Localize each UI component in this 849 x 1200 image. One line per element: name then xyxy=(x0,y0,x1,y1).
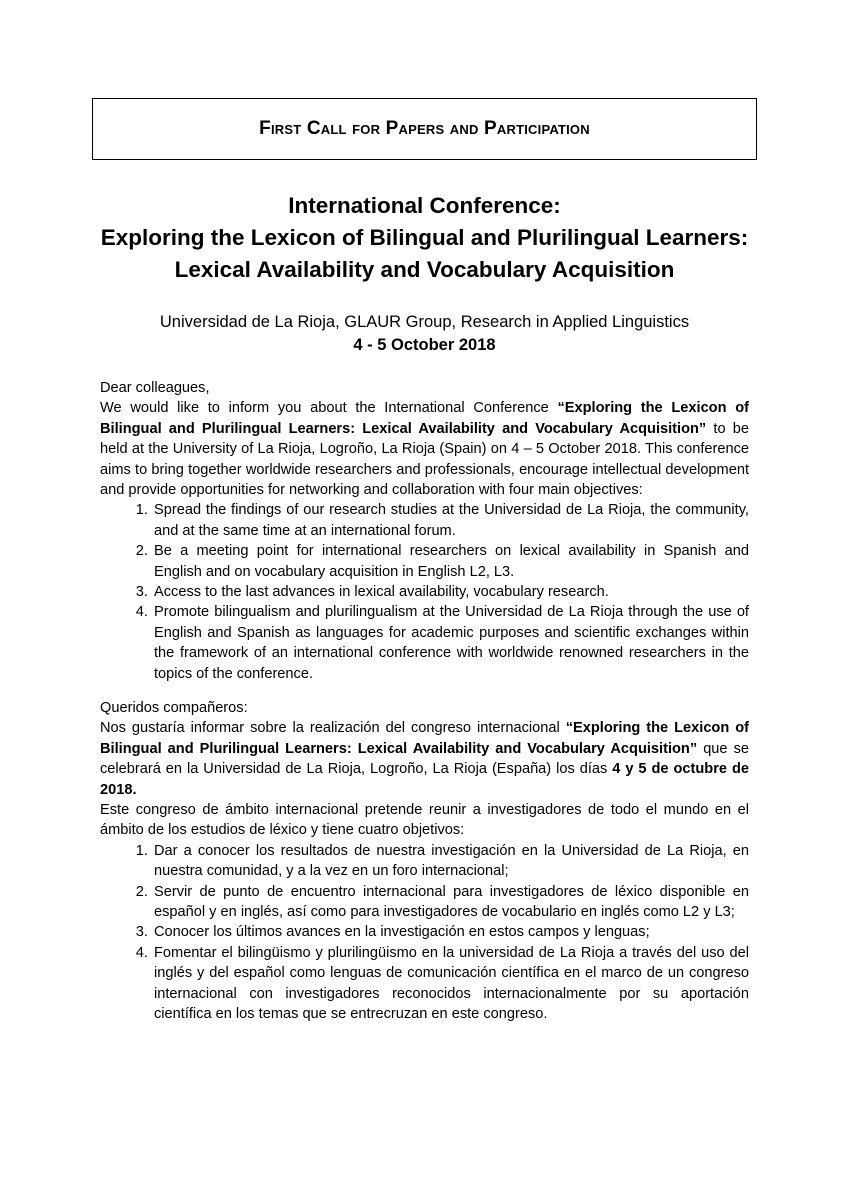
spanish-intro xyxy=(100,718,749,800)
spanish-intro-2: Este congreso de ámbito internacional pretende reunir a investigadores de todo el mundo en el ámbito de los estudios de léxico y tiene cuatro objetivos: xyxy=(100,802,749,839)
conference-dates: 4 - 5 October 2018 xyxy=(353,336,496,354)
english-objectives-list xyxy=(100,500,749,684)
conference-title-line-3: Lexical Availability and Vocabulary Acquisition xyxy=(174,257,675,282)
english-intro xyxy=(100,398,749,500)
list-item: 4. Fomentar el bilingüismo y plurilingüismo en la universidad de La Rioja a través del uso del inglés y del español como lenguas de comunicación científica en el marco de un congreso internacional con investigadores reconocidos internacionalmente por su aportación científica en los temas que se entrecruzan en este congreso. xyxy=(152,943,749,1025)
spanish-greeting: Queridos compañeros: xyxy=(100,700,248,716)
english-intro-pre: We would like to inform you about the International Conference xyxy=(100,400,558,417)
call-banner xyxy=(92,98,757,160)
english-intro-title: “Exploring the Lexicon of Bilingual and Plurilingual Learners: Lexical Availability and Vocabulary Acquisition” xyxy=(100,400,749,437)
list-item: 4. Promote bilingualism and plurilingualism at the Universidad de La Rioja through the use of English and Spanish as languages for academic purposes and scientific exchanges within the framework of an international conference with worldwide renowned researchers in the topics of the conference. xyxy=(152,602,749,684)
spanish-objectives-list xyxy=(100,841,749,1025)
english-section xyxy=(100,378,749,684)
spanish-section xyxy=(100,698,749,1025)
spanish-intro-title: “Exploring the Lexicon of Bilingual and Plurilingual Learners: Lexical Availability and Vocabulary Acquisition” xyxy=(100,720,749,757)
english-greeting: Dear colleagues, xyxy=(100,380,210,396)
list-item: 2. Be a meeting point for international researchers on lexical availability in Spanish and English and on vocabulary acquisition in English L2, L3. xyxy=(152,541,749,582)
venue-host: Universidad de La Rioja, GLAUR Group, Research in Applied Linguistics xyxy=(159,313,690,331)
list-item: 2. Servir de punto de encuentro internacional para investigadores de léxico disponible en español y en inglés, así como para investigadores de vocabulario en inglés como L2 y L3; xyxy=(152,882,749,923)
list-item: 1. Spread the findings of our research studies at the Universidad de La Rioja, the community, and at the same time at an international forum. xyxy=(152,500,749,541)
spanish-intro-dates: 4 y 5 de octubre de 2018. xyxy=(100,761,749,798)
conference-title xyxy=(60,190,789,286)
list-item: 1. Dar a conocer los resultados de nuestra investigación en la Universidad de La Rioja, en nuestra comunidad, y a la vez en un foro internacional; xyxy=(152,841,749,882)
list-item: 3. Access to the last advances in lexical availability, vocabulary research. xyxy=(152,582,749,602)
conference-title-line-2: Exploring the Lexicon of Bilingual and Plurilingual Learners: xyxy=(100,225,749,250)
english-intro-post: to be held at the University of La Rioja, Logroño, La Rioja (Spain) on 4 – 5 October 2018. This conference aims to bring together worldwide researchers and professionals, encourage intellectual development and provide opportunities for networking and collaboration with four main objectives: xyxy=(100,420,749,499)
conference-title-line-1: International Conference: xyxy=(288,193,561,218)
spanish-intro-pre: Nos gustaría informar sobre la realización del congreso internacional xyxy=(100,720,566,737)
banner-title: First Call for Papers and Participation xyxy=(259,118,590,139)
spanish-intro-mid: que se celebrará en la Universidad de La Rioja, Logroño, La Rioja (España) los días xyxy=(100,740,749,778)
list-item: 3. Conocer los últimos avances en la investigación en estos campos y lenguas; xyxy=(152,922,749,942)
venue-block xyxy=(60,311,789,357)
